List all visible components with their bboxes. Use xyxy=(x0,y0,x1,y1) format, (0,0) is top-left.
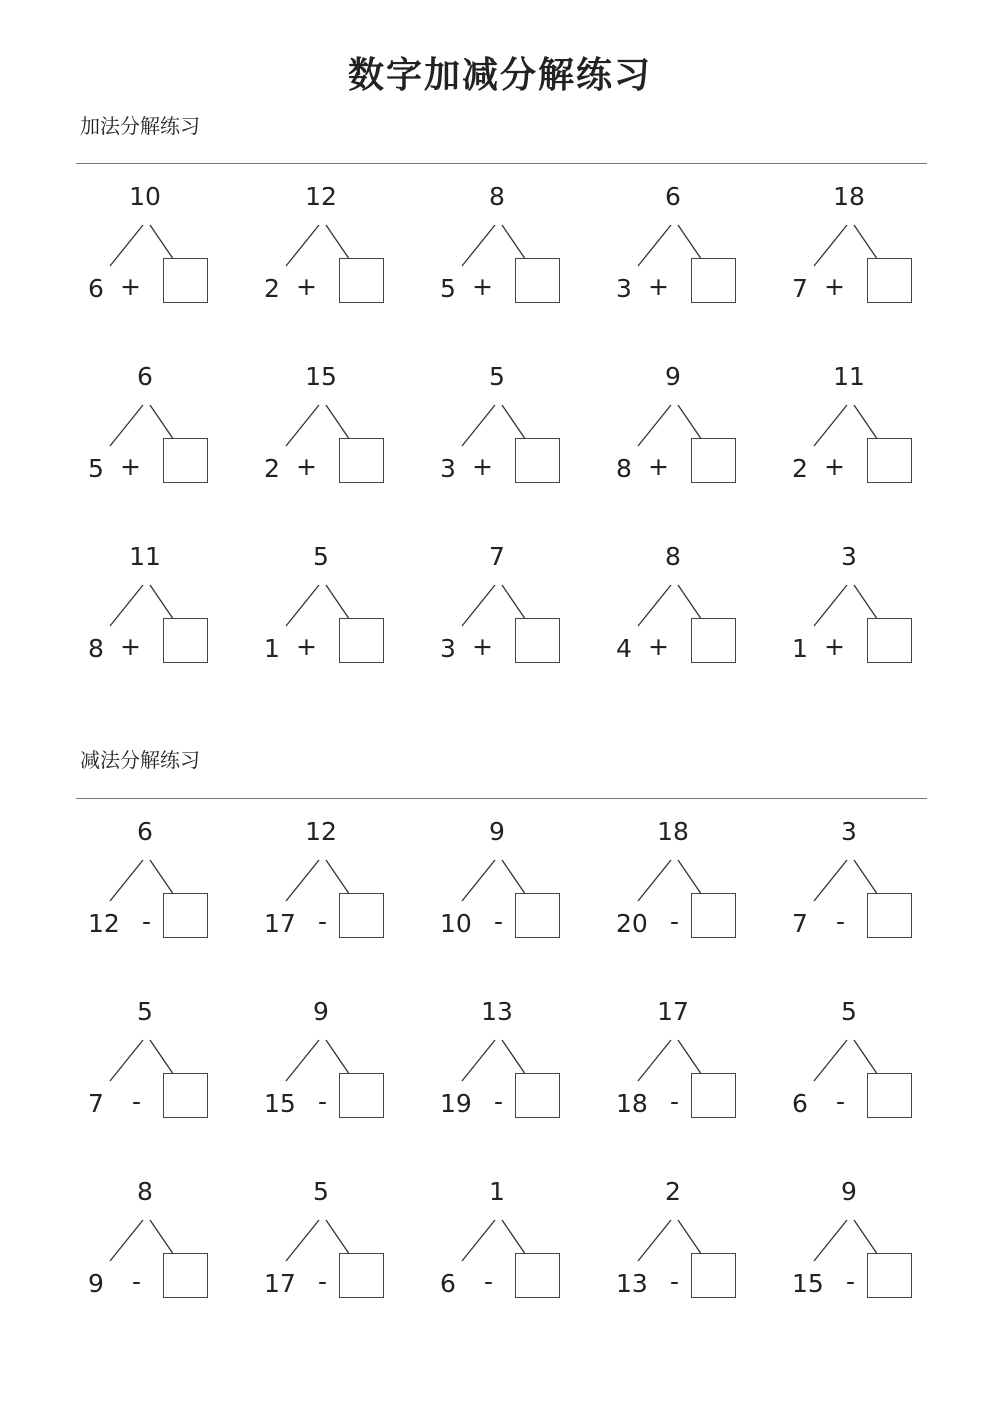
subtraction-problem xyxy=(80,815,230,945)
answer-box[interactable] xyxy=(515,893,560,938)
total-number: 5 xyxy=(489,362,505,391)
answer-box[interactable] xyxy=(691,618,736,663)
known-part: 6 xyxy=(792,1089,808,1118)
subtraction-problem xyxy=(784,995,934,1125)
known-part: 2 xyxy=(264,454,280,483)
total-number: 3 xyxy=(841,817,857,846)
plus-sign: + xyxy=(296,452,317,481)
addition-problem xyxy=(256,180,406,310)
total-number: 5 xyxy=(313,542,329,571)
total-number: 8 xyxy=(665,542,681,571)
subtraction-problem xyxy=(256,1175,406,1305)
answer-box[interactable] xyxy=(515,1073,560,1118)
known-part: 5 xyxy=(88,454,104,483)
answer-box[interactable] xyxy=(163,258,208,303)
known-part: 17 xyxy=(264,909,296,938)
total-number: 9 xyxy=(489,817,505,846)
total-number: 6 xyxy=(137,362,153,391)
total-number: 6 xyxy=(137,817,153,846)
answer-box[interactable] xyxy=(163,438,208,483)
answer-box[interactable] xyxy=(691,1253,736,1298)
answer-box[interactable] xyxy=(691,438,736,483)
addition-problem xyxy=(608,540,758,670)
known-part: 7 xyxy=(88,1089,104,1118)
page-title: 数字加减分解练习 xyxy=(347,55,652,96)
total-number: 11 xyxy=(833,362,865,391)
subtraction-problem xyxy=(432,995,582,1125)
plus-sign: + xyxy=(648,272,669,301)
total-number: 17 xyxy=(657,997,689,1026)
minus-sign: - xyxy=(836,907,846,936)
known-part: 3 xyxy=(440,634,456,663)
known-part: 15 xyxy=(792,1269,824,1298)
subtraction-problem xyxy=(608,815,758,945)
known-part: 19 xyxy=(440,1089,472,1118)
plus-sign: + xyxy=(824,632,845,661)
total-number: 2 xyxy=(665,1177,681,1206)
total-number: 18 xyxy=(833,182,865,211)
addition-problem xyxy=(784,360,934,490)
total-number: 18 xyxy=(657,817,689,846)
known-part: 7 xyxy=(792,909,808,938)
total-number: 5 xyxy=(841,997,857,1026)
answer-box[interactable] xyxy=(691,893,736,938)
plus-sign: + xyxy=(296,272,317,301)
subtraction-heading: 减法分解练习 xyxy=(80,748,200,772)
answer-box[interactable] xyxy=(339,1073,384,1118)
answer-box[interactable] xyxy=(515,438,560,483)
addition-problem xyxy=(784,180,934,310)
minus-sign: - xyxy=(318,1267,328,1296)
known-part: 8 xyxy=(616,454,632,483)
total-number: 7 xyxy=(489,542,505,571)
answer-box[interactable] xyxy=(867,258,912,303)
known-part: 18 xyxy=(616,1089,648,1118)
answer-box[interactable] xyxy=(515,618,560,663)
known-part: 10 xyxy=(440,909,472,938)
minus-sign: - xyxy=(670,1267,680,1296)
total-number: 10 xyxy=(129,182,161,211)
known-part: 3 xyxy=(440,454,456,483)
answer-box[interactable] xyxy=(691,1073,736,1118)
known-part: 1 xyxy=(792,634,808,663)
minus-sign: - xyxy=(484,1267,494,1296)
minus-sign: - xyxy=(836,1087,846,1116)
plus-sign: + xyxy=(472,272,493,301)
total-number: 11 xyxy=(129,542,161,571)
subtraction-divider xyxy=(76,798,927,799)
answer-box[interactable] xyxy=(515,258,560,303)
total-number: 9 xyxy=(665,362,681,391)
known-part: 3 xyxy=(616,274,632,303)
known-part: 9 xyxy=(88,1269,104,1298)
known-part: 15 xyxy=(264,1089,296,1118)
addition-problem xyxy=(784,540,934,670)
total-number: 6 xyxy=(665,182,681,211)
total-number: 8 xyxy=(137,1177,153,1206)
total-number: 9 xyxy=(313,997,329,1026)
known-part: 2 xyxy=(264,274,280,303)
subtraction-problem xyxy=(784,1175,934,1305)
answer-box[interactable] xyxy=(867,618,912,663)
subtraction-problem xyxy=(80,1175,230,1305)
plus-sign: + xyxy=(120,272,141,301)
total-number: 12 xyxy=(305,182,337,211)
addition-problem xyxy=(608,360,758,490)
answer-box[interactable] xyxy=(691,258,736,303)
addition-problem xyxy=(432,540,582,670)
addition-heading: 加法分解练习 xyxy=(80,114,200,138)
answer-box[interactable] xyxy=(339,1253,384,1298)
answer-box[interactable] xyxy=(163,1073,208,1118)
total-number: 9 xyxy=(841,1177,857,1206)
minus-sign: - xyxy=(132,1267,142,1296)
total-number: 3 xyxy=(841,542,857,571)
plus-sign: + xyxy=(120,632,141,661)
minus-sign: - xyxy=(318,907,328,936)
answer-box[interactable] xyxy=(867,893,912,938)
addition-problem xyxy=(432,360,582,490)
subtraction-problem xyxy=(256,815,406,945)
total-number: 1 xyxy=(489,1177,505,1206)
plus-sign: + xyxy=(472,632,493,661)
total-number: 5 xyxy=(137,997,153,1026)
addition-problem xyxy=(432,180,582,310)
subtraction-problem xyxy=(608,1175,758,1305)
answer-box[interactable] xyxy=(339,438,384,483)
addition-problem xyxy=(256,540,406,670)
minus-sign: - xyxy=(670,907,680,936)
answer-box[interactable] xyxy=(163,1253,208,1298)
minus-sign: - xyxy=(670,1087,680,1116)
subtraction-problem xyxy=(432,1175,582,1305)
plus-sign: + xyxy=(472,452,493,481)
known-part: 12 xyxy=(88,909,120,938)
addition-problem xyxy=(80,360,230,490)
addition-problem xyxy=(256,360,406,490)
plus-sign: + xyxy=(824,272,845,301)
minus-sign: - xyxy=(494,907,504,936)
plus-sign: + xyxy=(648,452,669,481)
subtraction-problem xyxy=(784,815,934,945)
plus-sign: + xyxy=(648,632,669,661)
answer-box[interactable] xyxy=(867,1073,912,1118)
known-part: 6 xyxy=(88,274,104,303)
known-part: 17 xyxy=(264,1269,296,1298)
minus-sign: - xyxy=(846,1267,856,1296)
known-part: 8 xyxy=(88,634,104,663)
answer-box[interactable] xyxy=(163,618,208,663)
known-part: 20 xyxy=(616,909,648,938)
answer-box[interactable] xyxy=(867,438,912,483)
plus-sign: + xyxy=(824,452,845,481)
known-part: 2 xyxy=(792,454,808,483)
minus-sign: - xyxy=(132,1087,142,1116)
total-number: 5 xyxy=(313,1177,329,1206)
answer-box[interactable] xyxy=(339,258,384,303)
known-part: 5 xyxy=(440,274,456,303)
minus-sign: - xyxy=(494,1087,504,1116)
minus-sign: - xyxy=(142,907,152,936)
known-part: 7 xyxy=(792,274,808,303)
subtraction-problem xyxy=(432,815,582,945)
addition-problem xyxy=(80,180,230,310)
total-number: 8 xyxy=(489,182,505,211)
answer-box[interactable] xyxy=(163,893,208,938)
known-part: 13 xyxy=(616,1269,648,1298)
plus-sign: + xyxy=(120,452,141,481)
total-number: 13 xyxy=(481,997,513,1026)
answer-box[interactable] xyxy=(339,618,384,663)
subtraction-problem xyxy=(80,995,230,1125)
subtraction-problem xyxy=(256,995,406,1125)
addition-problem xyxy=(80,540,230,670)
answer-box[interactable] xyxy=(867,1253,912,1298)
subtraction-problem xyxy=(608,995,758,1125)
plus-sign: + xyxy=(296,632,317,661)
answer-box[interactable] xyxy=(515,1253,560,1298)
addition-problem xyxy=(608,180,758,310)
answer-box[interactable] xyxy=(339,893,384,938)
known-part: 4 xyxy=(616,634,632,663)
addition-divider xyxy=(76,163,927,164)
minus-sign: - xyxy=(318,1087,328,1116)
known-part: 1 xyxy=(264,634,280,663)
total-number: 15 xyxy=(305,362,337,391)
total-number: 12 xyxy=(305,817,337,846)
known-part: 6 xyxy=(440,1269,456,1298)
